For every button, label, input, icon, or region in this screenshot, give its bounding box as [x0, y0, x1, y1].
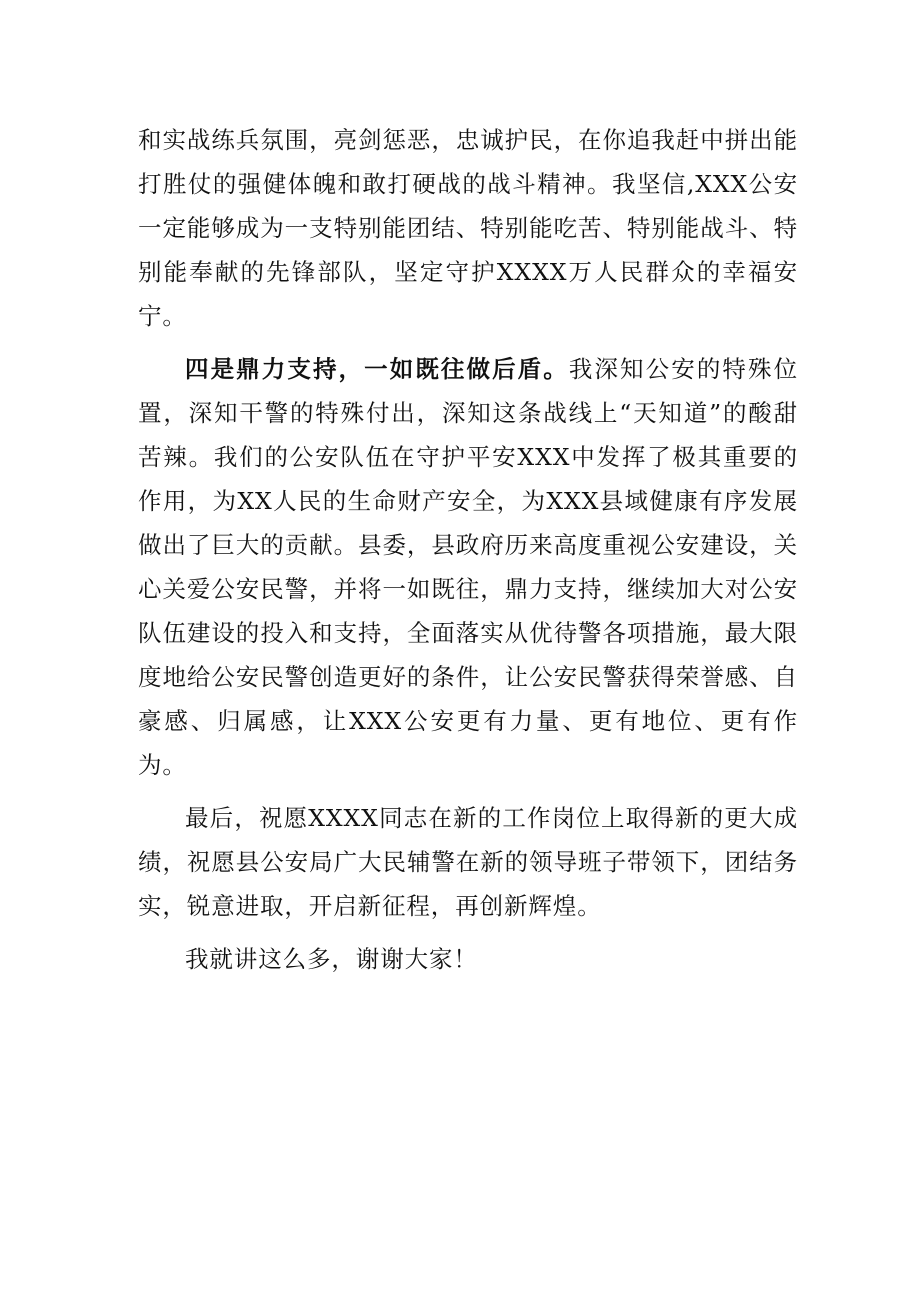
paragraph-support: [138, 347, 798, 787]
document-body: [138, 118, 798, 990]
paragraph-closing-wishes: [138, 796, 798, 928]
paragraph-lead-heading: 四是鼎力支持，一如既往做后盾。: [185, 355, 569, 383]
paragraph-text: 和实战练兵氛围，亮剑惩恶，忠诚护民，在你追我赶中拼出能打胜仗的强健体魄和敢打硬战的战斗精神。我坚信,XXX公安一定能够成为一支特别能团结、特别能吃苦、特别能战斗、特别能奉献的先锋部队，坚定守护XXXX万人民群众的幸福安宁。: [138, 126, 798, 330]
paragraph-closing-remark: [138, 937, 798, 981]
paragraph-text: 最后，祝愿XXXX同志在新的工作岗位上取得新的更大成绩，祝愿县公安局广大民辅警在新的领导班子带领下，团结务实，锐意进取，开启新征程，再创新辉煌。: [138, 804, 798, 920]
paragraph-text: 我深知公安的特殊位置，深知干警的特殊付出，深知这条战线上“天知道”的酸甜苦辣。我们的公安队伍在守护平安XXX中发挥了极其重要的作用，为XX人民的生命财产安全，为XXX县域健康有序发展做出了巨大的贡献。县委，县政府历来高度重视公安建设，关心关爱公安民警，并将一如既往，鼎力支持，继续加大对公安队伍建设的投入和支持，全面落实从优待警各项措施，最大限度地给公安民警创造更好的条件，让公安民警获得荣誉感、自豪感、归属感，让XXX公安更有力量、更有地位、更有作为。: [138, 355, 799, 779]
paragraph-text: 我就讲这么多，谢谢大家！: [185, 945, 478, 973]
paragraph-continuation: [138, 118, 798, 338]
